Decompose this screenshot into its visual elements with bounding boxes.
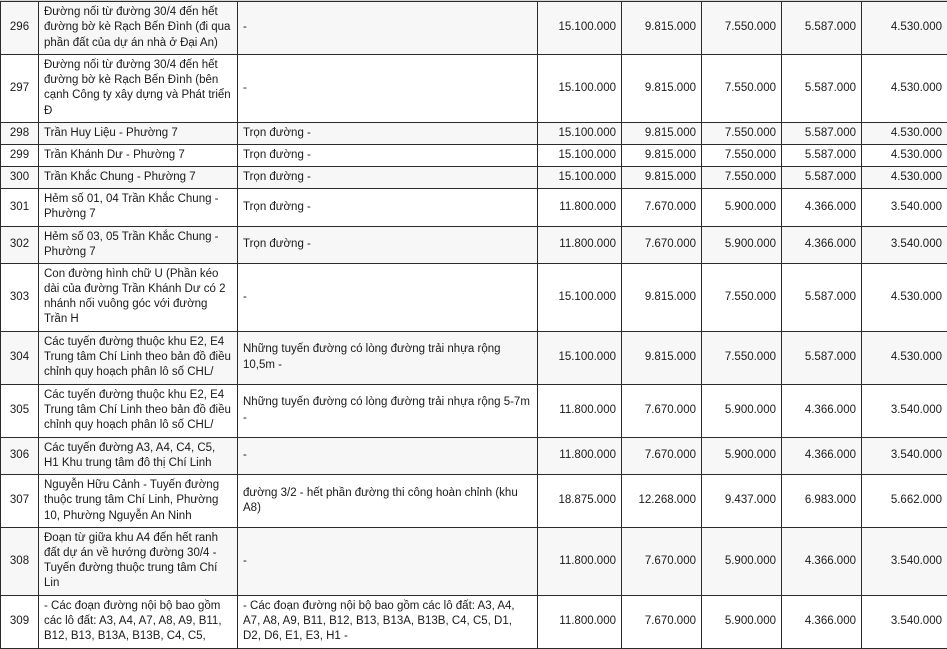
price-position-4-cell: 6.983.000 [782,474,862,527]
price-position-5-cell: 3.540.000 [862,189,947,226]
road-segment-cell: Trọn đường - [238,167,538,189]
price-position-5-cell: 3.540.000 [862,384,947,437]
price-position-4-cell: 5.587.000 [782,263,862,331]
price-position-3-cell: 5.900.000 [702,189,782,226]
road-name-cell: Đoạn từ giữa khu A4 đến hết ranh đất dự án về hướng đường 30/4 - Tuyến đường thuộc trung tâm Chí Lin [39,527,238,595]
row-index-cell: 298 [1,122,39,144]
table-row [1,474,947,527]
row-index-cell: 307 [1,474,39,527]
road-name-cell: Đường nối từ đường 30/4 đến hết đường bờ kè Rạch Bến Đình (đi qua phần đất của dự án nhà ở Đại An) [39,2,238,55]
price-position-1-cell: 18.875.000 [538,474,622,527]
price-position-2-cell: 9.815.000 [622,331,702,384]
road-segment-cell: - [238,55,538,123]
table-row [1,527,947,595]
row-index-cell: 297 [1,55,39,123]
price-position-1-cell: 11.800.000 [538,437,622,474]
road-segment-cell: Những tuyến đường có lòng đường trải nhựa rộng 5-7m - [238,384,538,437]
price-position-5-cell: 4.530.000 [862,331,947,384]
price-position-2-cell: 9.815.000 [622,2,702,55]
land-price-table [0,1,947,649]
row-index-cell: 309 [1,595,39,648]
price-position-5-cell: 5.662.000 [862,474,947,527]
price-position-4-cell: 4.366.000 [782,527,862,595]
road-name-cell: Trần Khắc Chung - Phường 7 [39,167,238,189]
price-position-1-cell: 15.100.000 [538,167,622,189]
price-position-1-cell: 11.800.000 [538,189,622,226]
row-index-cell: 306 [1,437,39,474]
price-position-3-cell: 5.900.000 [702,437,782,474]
price-position-4-cell: 4.366.000 [782,189,862,226]
price-position-5-cell: 4.530.000 [862,2,947,55]
road-segment-cell: Trọn đường - [238,122,538,144]
price-position-1-cell: 15.100.000 [538,2,622,55]
price-position-3-cell: 5.900.000 [702,226,782,263]
price-position-2-cell: 9.815.000 [622,55,702,123]
road-name-cell: Các tuyến đường A3, A4, C4, C5, H1 Khu trung tâm đô thị Chí Linh [39,437,238,474]
price-position-1-cell: 15.100.000 [538,55,622,123]
price-position-1-cell: 15.100.000 [538,122,622,144]
price-position-3-cell: 7.550.000 [702,263,782,331]
price-position-4-cell: 4.366.000 [782,226,862,263]
road-name-cell: Đường nối từ đường 30/4 đến hết đường bờ kè Rạch Bến Đình (bên cạnh Công ty xây dựng và Phát triển Đ [39,55,238,123]
price-position-2-cell: 9.815.000 [622,167,702,189]
table-row [1,595,947,648]
table-row [1,55,947,123]
road-segment-cell: đường 3/2 - hết phần đường thi công hoàn chỉnh (khu A8) [238,474,538,527]
price-position-3-cell: 7.550.000 [702,122,782,144]
price-position-3-cell: 7.550.000 [702,2,782,55]
row-index-cell: 305 [1,384,39,437]
price-position-4-cell: 4.366.000 [782,595,862,648]
table-body [1,2,947,649]
table-row [1,331,947,384]
table-row [1,122,947,144]
price-position-2-cell: 7.670.000 [622,527,702,595]
road-name-cell: Các tuyến đường thuộc khu E2, E4 Trung tâm Chí Linh theo bản đồ điều chỉnh quy hoạch phân lô số CHL/ [39,384,238,437]
road-name-cell: Nguyễn Hữu Cảnh - Tuyến đường thuộc trung tâm Chí Linh, Phường 10, Phường Nguyễn An Ninh [39,474,238,527]
table-row [1,226,947,263]
table-row [1,263,947,331]
road-segment-cell: - [238,527,538,595]
road-name-cell: Hẻm số 01, 04 Trần Khắc Chung - Phường 7 [39,189,238,226]
road-segment-cell: Những tuyến đường có lòng đường trải nhựa rộng 10,5m - [238,331,538,384]
price-position-2-cell: 12.268.000 [622,474,702,527]
table-row [1,144,947,166]
price-position-2-cell: 9.815.000 [622,122,702,144]
row-index-cell: 304 [1,331,39,384]
price-position-1-cell: 15.100.000 [538,263,622,331]
price-position-1-cell: 15.100.000 [538,144,622,166]
table-row [1,437,947,474]
price-position-4-cell: 5.587.000 [782,331,862,384]
price-position-1-cell: 11.800.000 [538,384,622,437]
price-position-3-cell: 7.550.000 [702,144,782,166]
price-position-3-cell: 5.900.000 [702,527,782,595]
price-position-5-cell: 4.530.000 [862,167,947,189]
price-position-5-cell: 3.540.000 [862,226,947,263]
price-position-5-cell: 3.540.000 [862,527,947,595]
road-segment-cell: - Các đoạn đường nội bộ bao gồm các lô đất: A3, A4, A7, A8, A9, B11, B12, B13, B13A, B13B, C4, C5, D1, D2, D6, E1, E3, H1 - [238,595,538,648]
table-row [1,384,947,437]
road-name-cell: Con đường hình chữ U (Phần kéo dài của đường Trần Khánh Dư có 2 nhánh nối vuông góc với đường Trần H [39,263,238,331]
row-index-cell: 299 [1,144,39,166]
price-position-3-cell: 7.550.000 [702,55,782,123]
price-position-2-cell: 7.670.000 [622,226,702,263]
price-position-4-cell: 5.587.000 [782,167,862,189]
table-row [1,2,947,55]
price-position-3-cell: 7.550.000 [702,167,782,189]
price-position-1-cell: 15.100.000 [538,331,622,384]
price-position-4-cell: 4.366.000 [782,437,862,474]
table-row [1,189,947,226]
price-position-5-cell: 4.530.000 [862,144,947,166]
price-position-3-cell: 5.900.000 [702,595,782,648]
price-position-5-cell: 4.530.000 [862,55,947,123]
price-position-3-cell: 7.550.000 [702,331,782,384]
road-segment-cell: Trọn đường - [238,144,538,166]
price-position-2-cell: 9.815.000 [622,263,702,331]
price-position-2-cell: 9.815.000 [622,144,702,166]
row-index-cell: 301 [1,189,39,226]
price-position-2-cell: 7.670.000 [622,595,702,648]
price-position-2-cell: 7.670.000 [622,384,702,437]
road-segment-cell: Trọn đường - [238,226,538,263]
price-position-5-cell: 3.540.000 [862,437,947,474]
price-position-4-cell: 5.587.000 [782,55,862,123]
price-position-1-cell: 11.800.000 [538,595,622,648]
price-position-4-cell: 4.366.000 [782,384,862,437]
price-position-5-cell: 4.530.000 [862,263,947,331]
price-position-1-cell: 11.800.000 [538,226,622,263]
price-position-1-cell: 11.800.000 [538,527,622,595]
price-position-2-cell: 7.670.000 [622,437,702,474]
price-position-4-cell: 5.587.000 [782,122,862,144]
price-position-5-cell: 3.540.000 [862,595,947,648]
price-position-5-cell: 4.530.000 [862,122,947,144]
row-index-cell: 308 [1,527,39,595]
road-segment-cell: - [238,437,538,474]
price-position-2-cell: 7.670.000 [622,189,702,226]
row-index-cell: 303 [1,263,39,331]
road-name-cell: Hẻm số 03, 05 Trần Khắc Chung - Phường 7 [39,226,238,263]
price-position-4-cell: 5.587.000 [782,144,862,166]
road-name-cell: Trần Khánh Dư - Phường 7 [39,144,238,166]
row-index-cell: 296 [1,2,39,55]
road-name-cell: Các tuyến đường thuộc khu E2, E4 Trung tâm Chí Linh theo bản đồ điều chỉnh quy hoạch phân lô số CHL/ [39,331,238,384]
table-row [1,167,947,189]
row-index-cell: 302 [1,226,39,263]
row-index-cell: 300 [1,167,39,189]
price-position-3-cell: 9.437.000 [702,474,782,527]
road-segment-cell: - [238,2,538,55]
road-name-cell: - Các đoạn đường nội bộ bao gồm các lô đất: A3, A4, A7, A8, A9, B11, B12, B13, B13A, B13B, C4, C5, [39,595,238,648]
price-position-4-cell: 5.587.000 [782,2,862,55]
road-name-cell: Trần Huy Liệu - Phường 7 [39,122,238,144]
road-segment-cell: - [238,263,538,331]
road-segment-cell: Trọn đường - [238,189,538,226]
price-position-3-cell: 5.900.000 [702,384,782,437]
